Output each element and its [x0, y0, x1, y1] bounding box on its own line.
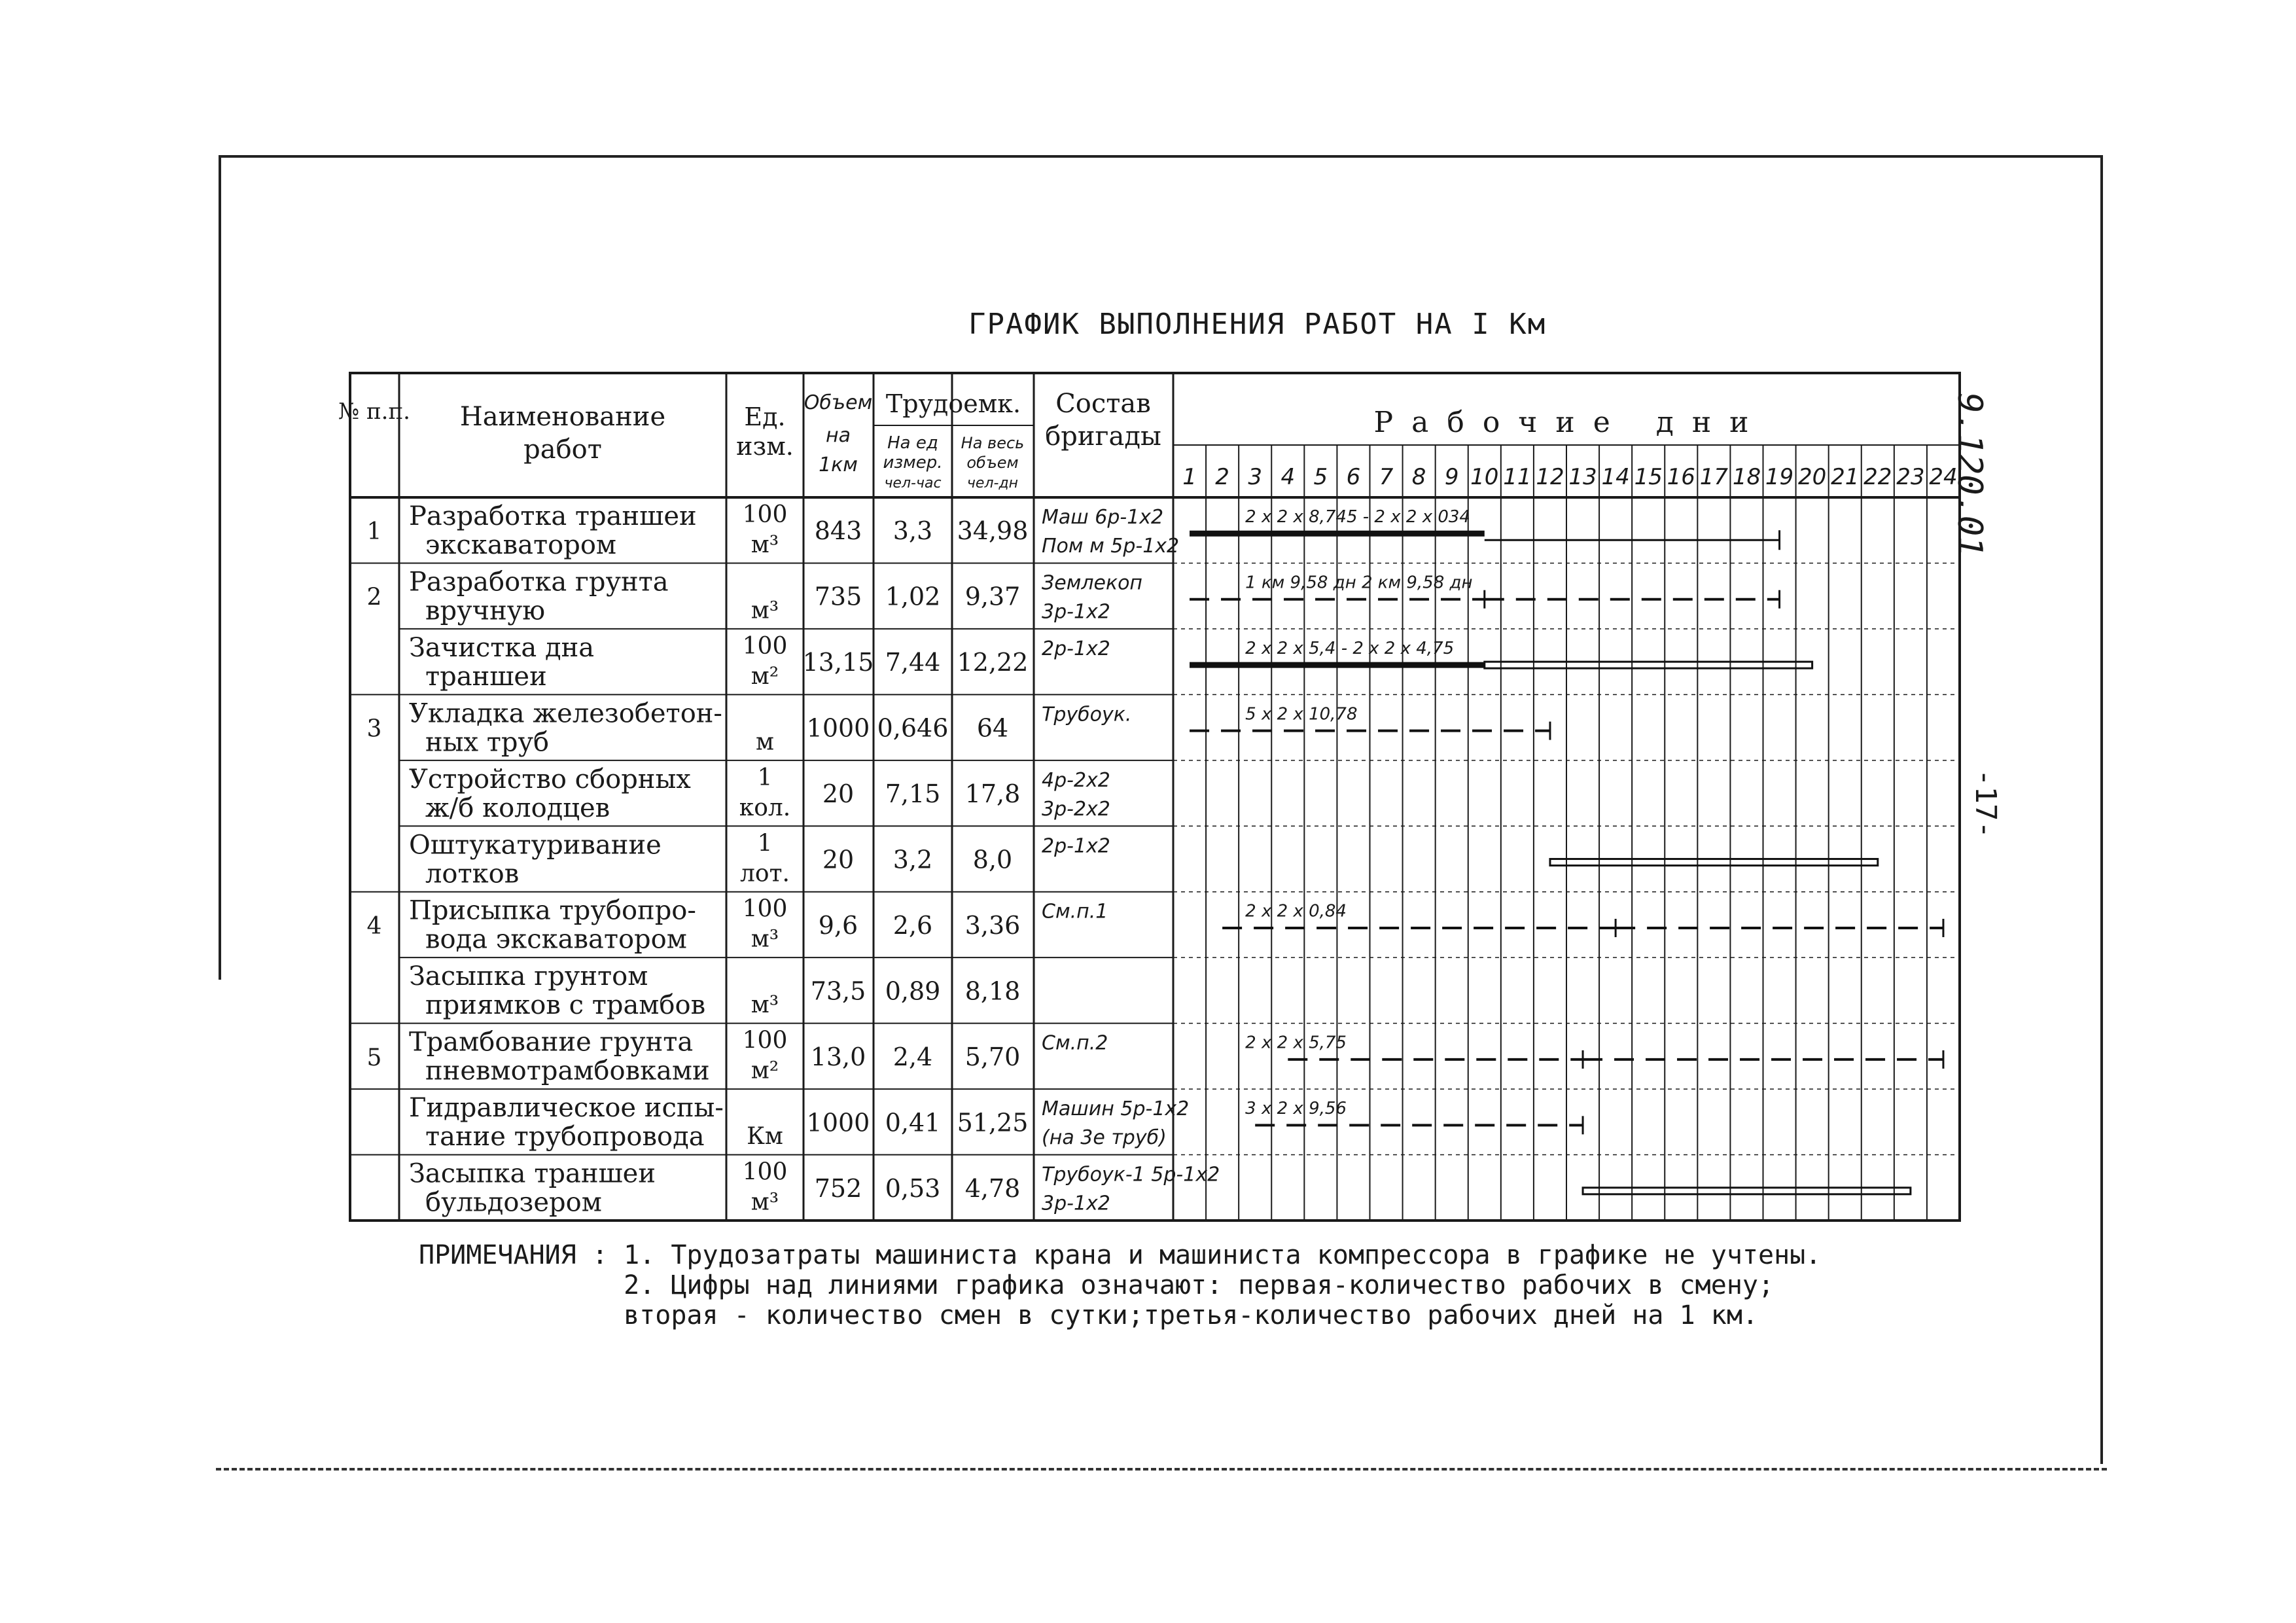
page-number: -17-	[1969, 769, 2002, 838]
note-2: 2. Цифры над линиями графика означают: первая-количество рабочих в смену;	[624, 1270, 1775, 1300]
row-volume: 735	[814, 582, 862, 611]
row-unit-1: 100	[742, 501, 788, 528]
row-num: 4	[366, 912, 382, 940]
row-unit-2: м³	[751, 531, 779, 558]
header-unit-2: изм.	[736, 432, 794, 461]
day-number: 5	[1313, 464, 1328, 490]
header-labor: Трудоемк.	[885, 389, 1021, 418]
row-name-line1: Засыпка траншеи	[409, 1158, 656, 1189]
row-name-line2: ных труб	[425, 727, 550, 758]
row-crew-1: См.п.2	[1042, 1031, 1108, 1055]
note-1: 1. Трудозатраты машиниста крана и машиниста компрессора в графике не учтены.	[624, 1240, 1822, 1270]
row-name-line1: Разработка грунта	[409, 567, 669, 597]
row-labor-total: 3,36	[964, 910, 1021, 940]
row-labor-unit: 7,44	[885, 648, 941, 677]
row-unit-1: 1	[757, 830, 773, 857]
row-name-line1: Засыпка грунтом	[409, 961, 648, 992]
bar-label: 5 х 2 х 10,78	[1245, 704, 1358, 724]
row-labor-total: 64	[976, 713, 1009, 743]
header-unit-1: Ед.	[744, 402, 786, 431]
day-number: 2	[1215, 464, 1229, 490]
row-labor-unit: 7,15	[885, 779, 941, 809]
row-name-line1: Укладка железобетон-	[409, 698, 722, 729]
document-code: 9.120.01	[1950, 393, 1989, 557]
row-name-line2: траншеи	[425, 661, 547, 692]
row-name-line1: Трамбование грунта	[409, 1027, 694, 1058]
row-labor-unit: 0,646	[877, 713, 949, 743]
row-name-line1: Устройство сборных	[409, 764, 691, 794]
row-name-line1: Гидравлическое испы-	[409, 1093, 724, 1124]
row-labor-total: 8,0	[972, 845, 1013, 874]
day-number: 17	[1699, 464, 1729, 490]
row-volume: 13,15	[802, 648, 874, 677]
row-volume: 20	[822, 779, 855, 809]
row-name-line2: вода экскаватором	[425, 924, 687, 955]
row-name-line1: Разработка траншеи	[409, 501, 697, 531]
header-volume-3: 1км	[819, 454, 858, 476]
row-name-line1: Зачистка дна	[409, 632, 595, 663]
row-volume: 20	[822, 845, 855, 874]
row-unit-2: м³	[751, 597, 779, 624]
row-crew-1: Землекоп	[1042, 571, 1143, 595]
row-labor-unit: 3,2	[892, 845, 933, 874]
row-crew-2: 3р-1х2	[1042, 600, 1110, 624]
row-labor-total: 4,78	[964, 1173, 1021, 1203]
day-number: 11	[1503, 464, 1532, 490]
day-number: 14	[1601, 464, 1630, 490]
row-crew-1: См.п.1	[1042, 900, 1108, 923]
row-name-line2: экскаватором	[425, 530, 617, 560]
day-number: 21	[1831, 464, 1860, 490]
row-name-line2: лотков	[425, 859, 520, 889]
row-volume: 73,5	[810, 976, 866, 1006]
day-number: 8	[1411, 464, 1426, 490]
row-labor-total: 51,25	[957, 1108, 1029, 1137]
row-crew-1: 2р-1х2	[1042, 834, 1110, 858]
header-days-title: Рабочие дни	[1373, 406, 1767, 439]
row-unit-1: 100	[742, 895, 788, 923]
bar-label: 3 х 2 х 9,56	[1245, 1099, 1347, 1119]
bar-label: 2 х 2 х 5,75	[1245, 1033, 1347, 1053]
row-volume: 752	[814, 1173, 862, 1203]
row-name-line2: ж/б колодцев	[425, 793, 610, 823]
bar-label: 1 км 9,58 дн 2 км 9,58 дн	[1245, 573, 1473, 593]
row-unit-1: 100	[742, 1027, 788, 1054]
row-labor-unit: 0,89	[885, 976, 941, 1006]
day-number: 19	[1765, 464, 1794, 490]
day-number: 3	[1248, 464, 1263, 490]
day-number: 6	[1346, 464, 1361, 490]
row-crew-1: 2р-1х2	[1042, 637, 1110, 660]
row-num: 3	[366, 715, 382, 743]
day-number: 4	[1280, 464, 1296, 490]
row-name-line2: тание трубопровода	[425, 1122, 705, 1152]
table-header	[338, 389, 1958, 491]
row-num: 1	[366, 518, 382, 546]
header-labor-total-3: чел-дн	[966, 475, 1019, 491]
row-unit-1: 100	[742, 1158, 788, 1186]
row-unit-2: м²	[751, 1057, 779, 1084]
row-unit-2: Км	[747, 1123, 783, 1150]
header-volume-1: Объем	[804, 391, 873, 414]
day-number: 24	[1929, 464, 1958, 490]
day-number: 9	[1444, 464, 1459, 490]
day-number: 13	[1568, 464, 1597, 490]
row-unit-2: м³	[751, 925, 779, 953]
row-unit-2: м²	[751, 662, 779, 690]
row-crew-1: Трубоук-1 5р-1х2	[1042, 1163, 1220, 1186]
row-labor-unit: 2,4	[892, 1042, 933, 1071]
day-number: 23	[1896, 464, 1925, 490]
row-name-line2: пневмотрамбовками	[425, 1056, 710, 1086]
day-number: 15	[1634, 464, 1663, 490]
day-number: 12	[1536, 464, 1564, 490]
header-crew-2: бригады	[1045, 421, 1161, 452]
header-labor-unit-3: чел-час	[884, 475, 942, 491]
row-num: 5	[366, 1044, 382, 1071]
row-crew-2: 3р-2х2	[1042, 797, 1110, 821]
day-number: 10	[1470, 464, 1499, 490]
row-crew-2: 3р-1х2	[1042, 1192, 1110, 1215]
header-volume-2: на	[826, 424, 851, 447]
header-labor-total-2: объем	[966, 454, 1019, 472]
bar-label: 2 х 2 х 8,745 - 2 х 2 х 034	[1245, 507, 1470, 527]
schedule-title: ГРАФИК ВЫПОЛНЕНИЯ РАБОТ НА I Км	[968, 308, 1547, 341]
row-crew-1: Машин 5р-1х2	[1042, 1097, 1190, 1121]
header-num: № п.п.	[338, 399, 410, 425]
row-labor-unit: 2,6	[892, 910, 933, 940]
row-volume: 13,0	[810, 1042, 866, 1071]
row-unit-2: кол.	[739, 794, 791, 821]
row-labor-total: 17,8	[964, 779, 1021, 809]
notes-block	[419, 1240, 1821, 1330]
row-labor-unit: 3,3	[892, 516, 933, 546]
header-labor-total-1: На весь	[961, 434, 1025, 452]
row-unit-1: 100	[742, 632, 788, 660]
day-number: 20	[1797, 464, 1827, 490]
row-name-line2: бульдозером	[425, 1187, 602, 1218]
note-3: вторая - количество смен в сутки;третья-количество рабочих дней на 1 км.	[624, 1300, 1758, 1330]
row-labor-total: 8,18	[964, 976, 1021, 1006]
row-num: 2	[366, 584, 382, 611]
bar-label: 2 х 2 х 0,84	[1245, 901, 1347, 921]
row-volume: 843	[814, 516, 862, 546]
row-volume: 1000	[806, 713, 870, 743]
day-number: 16	[1667, 464, 1695, 490]
row-crew-1: 4р-2х2	[1042, 768, 1110, 792]
notes-label: ПРИМЕЧАНИЯ :	[419, 1240, 608, 1270]
table-body	[367, 501, 1473, 1218]
row-labor-unit: 0,41	[885, 1108, 941, 1137]
row-unit-1: 1	[757, 764, 773, 791]
row-labor-total: 9,37	[964, 582, 1021, 611]
row-labor-unit: 0,53	[885, 1173, 941, 1203]
day-number: 18	[1732, 464, 1761, 490]
day-number: 1	[1182, 464, 1197, 490]
row-crew-1: Маш 6р-1х2	[1042, 506, 1164, 529]
row-name-line1: Присыпка трубопро-	[409, 895, 696, 926]
row-unit-2: лот.	[740, 860, 790, 887]
row-name-line2: вручную	[425, 596, 546, 626]
row-labor-total: 12,22	[957, 648, 1029, 677]
row-unit-2: м³	[751, 1188, 779, 1216]
row-labor-total: 34,98	[957, 516, 1029, 546]
row-labor-unit: 1,02	[885, 582, 941, 611]
day-number: 7	[1379, 464, 1394, 490]
row-crew-2: (на 3е труб)	[1042, 1126, 1167, 1150]
row-unit-2: м	[755, 728, 775, 756]
bar-label: 2 х 2 х 5,4 - 2 х 2 х 4,75	[1245, 638, 1455, 658]
bottom-cut-line	[216, 1468, 2107, 1471]
row-crew-2: Пом м 5р-1х2	[1042, 535, 1180, 558]
row-crew-1: Трубоук.	[1042, 703, 1132, 726]
header-labor-unit-1: На ед	[887, 433, 938, 453]
header-labor-unit-2: измер.	[883, 453, 943, 473]
row-volume: 1000	[806, 1108, 870, 1137]
row-name-line2: приямков с трамбов	[425, 990, 706, 1021]
day-number: 22	[1863, 464, 1892, 490]
header-crew-1: Состав	[1055, 389, 1151, 419]
row-name-line1: Оштукатуривание	[409, 830, 662, 861]
row-volume: 9,6	[818, 910, 858, 940]
row-labor-total: 5,70	[964, 1042, 1021, 1071]
header-name-1: Наименование	[459, 402, 666, 432]
header-name-2: работ	[523, 435, 602, 465]
row-unit-2: м³	[751, 991, 779, 1019]
